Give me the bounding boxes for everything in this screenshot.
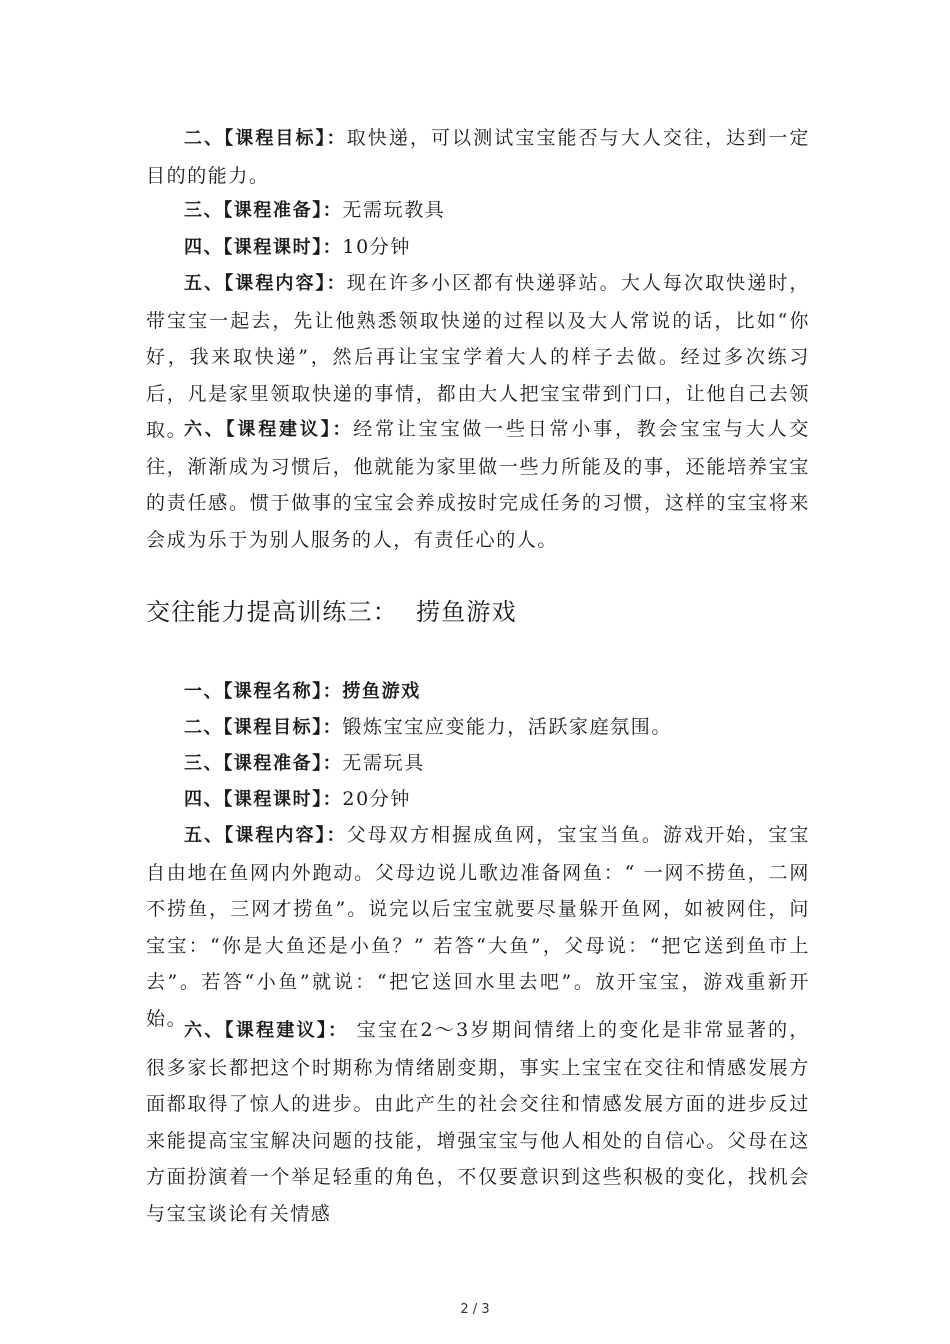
s3-item-prep-text: 无需玩具 (342, 752, 425, 774)
s3-item-duration-label: 四、【课程课时】： (184, 789, 343, 810)
page-number: 2 / 3 (460, 1302, 490, 1317)
s2-item-advice-label: 六、【课程建议】： (184, 419, 354, 440)
s2-item-content-label: 五、【课程内容】： (184, 273, 347, 294)
s3-item-advice-label: 六、【课程建议】： (184, 1020, 349, 1041)
s2-item-goal-label: 二、【课程目标】： (184, 128, 347, 149)
s3-item-goal (146, 709, 810, 747)
section-heading (146, 592, 517, 627)
s2-item-duration (146, 229, 810, 267)
s2-item-goal-text: 取快递，可以测试宝宝能否与大人交往，达到一定目的的能力。 (146, 127, 810, 187)
s3-item-name-label: 一、【课程名称】： (184, 681, 343, 702)
s3-item-prep (146, 745, 810, 783)
s3-item-name-text: 捞鱼游戏 (342, 681, 421, 702)
section-heading-prefix: 交往能力提高训练三： (146, 598, 398, 626)
s3-item-content-label: 五、【课程内容】： (184, 825, 347, 846)
s3-item-advice-text: 宝宝在2～3岁期间情绪上的变化是非常显著的，很多家长都把这个时期称为情绪剧变期，事实上宝宝在交往和情感发展方面都取得了惊人的进步。由此产生的社会交往和情感发展方面的进步反过来能提高宝宝解决问题的技能，增强宝宝与他人相处的自信心。父母在这方面扮演着一个举足轻重的角色，不仅要意识到这些积极的变化，找机会与宝宝谈论有关情感 (146, 1019, 810, 1225)
s2-item-prep (146, 192, 810, 230)
s2-item-advice (146, 411, 810, 558)
s2-item-advice-text: 经常让宝宝做一些日常小事，教会宝宝与大人交往，渐渐成为习惯后，他就能为家里做一些力所能及的事，还能培养宝宝的责任感。惯于做事的宝宝会养成按时完成任务的习惯，这样的宝宝将来会成为乐于为别人服务的人，有责任心的人。 (146, 418, 810, 551)
s2-item-prep-label: 三、【课程准备】： (184, 200, 343, 221)
s3-item-advice (146, 1012, 810, 1232)
s3-item-goal-label: 二、【课程目标】： (184, 717, 343, 738)
s3-item-name (146, 673, 810, 711)
s3-item-duration (146, 781, 810, 819)
s2-item-goal (146, 120, 810, 194)
s2-item-duration-label: 四、【课程课时】： (184, 237, 343, 258)
s2-item-content-text: 现在许多小区都有快递驿站。大人每次取快递时，带宝宝一起去，先让他熟悉领取快递的过程以及大人常说的话，比如“你好，我来取快递”，然后再让宝宝学着大人的样子去做。经过多次练习后，凡是家里领取快递的事情，都由大人把宝宝带到门口，让他自己去领取。 (146, 272, 810, 441)
s3-item-content (146, 817, 810, 1037)
s2-item-prep-text: 无需玩教具 (342, 199, 446, 221)
section-heading-name: 捞鱼游戏 (416, 598, 517, 626)
s3-item-prep-label: 三、【课程准备】： (184, 753, 343, 774)
s3-item-goal-text: 锻炼宝宝应变能力，活跃家庭氛围。 (342, 716, 673, 738)
s3-item-content-text: 父母双方相握成鱼网，宝宝当鱼。游戏开始，宝宝自由地在鱼网内外跑动。父母边说儿歌边准备网鱼：“ 一网不捞鱼，二网不捞鱼，三网才捞鱼”。说完以后宝宝就要尽量躲开鱼网，如被网住，问宝宝：“你是大鱼还是小鱼？” 若答“大鱼”，父母说：“把它送到鱼市上去”。若答“小鱼”就说：“把它送回水里去吧”。放开宝宝，游戏重新开始。 (146, 824, 810, 1030)
s3-item-duration-text: 20分钟 (342, 788, 411, 810)
s2-item-duration-text: 10分钟 (342, 236, 411, 258)
